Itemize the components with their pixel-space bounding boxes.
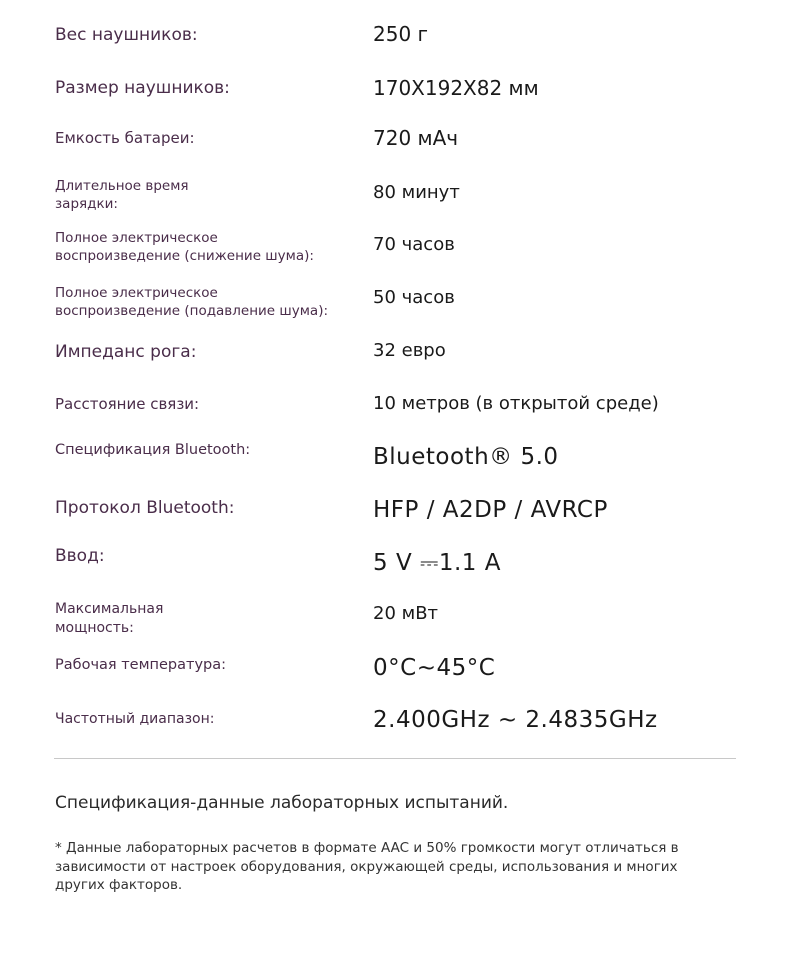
spec-value: 250 г	[373, 22, 429, 46]
spec-value: HFP / A2DP / AVRCP	[373, 497, 608, 523]
spec-value: 2.400GHz ~ 2.4835GHz	[373, 707, 658, 733]
spec-value: 20 мВт	[373, 603, 439, 624]
spec-label: Ввод:	[55, 546, 105, 566]
spec-value: 0°C~45°C	[373, 655, 496, 681]
spec-label: Протокол Bluetooth:	[55, 498, 235, 518]
footer-note: * Данные лабораторных расчетов в формате AAC и 50% громкости могут отличаться в зависимости от настроек оборудования, окружающей среды, использования и многих других факторов.	[55, 840, 679, 893]
spec-label: Расстояние связи:	[55, 395, 200, 413]
spec-value: 10 метров (в открытой среде)	[373, 393, 659, 414]
spec-value: 170X192X82 мм	[373, 76, 539, 100]
spec-label: Максимальная мощность:	[55, 601, 164, 636]
spec-label: Вес наушников:	[55, 25, 198, 45]
spec-label: Полное электрическое воспроизведение (снижение шума):	[55, 230, 314, 264]
spec-label: Размер наушников:	[55, 78, 230, 98]
spec-value: 32 евро	[373, 340, 446, 361]
spec-value: 5 V ⎓1.1 A	[373, 550, 501, 576]
divider	[54, 758, 736, 759]
spec-label: Полное электрическое воспроизведение (подавление шума):	[55, 285, 329, 319]
spec-label: Рабочая температура:	[55, 657, 227, 673]
spec-label: Емкость батареи:	[55, 129, 195, 147]
spec-label: Частотный диапазон:	[55, 711, 215, 727]
spec-value: Bluetooth® 5.0	[373, 444, 559, 470]
spec-value: 80 минут	[373, 182, 460, 203]
spec-value: 50 часов	[373, 287, 455, 308]
spec-label: Импеданс рога:	[55, 342, 197, 362]
spec-label: Длительное время зарядки:	[55, 178, 189, 212]
footer-title: Спецификация-данные лабораторных испытаний.	[55, 793, 509, 813]
spec-value: 720 мАч	[373, 126, 459, 150]
spec-value: 70 часов	[373, 234, 455, 255]
spec-label: Спецификация Bluetooth:	[55, 442, 251, 458]
